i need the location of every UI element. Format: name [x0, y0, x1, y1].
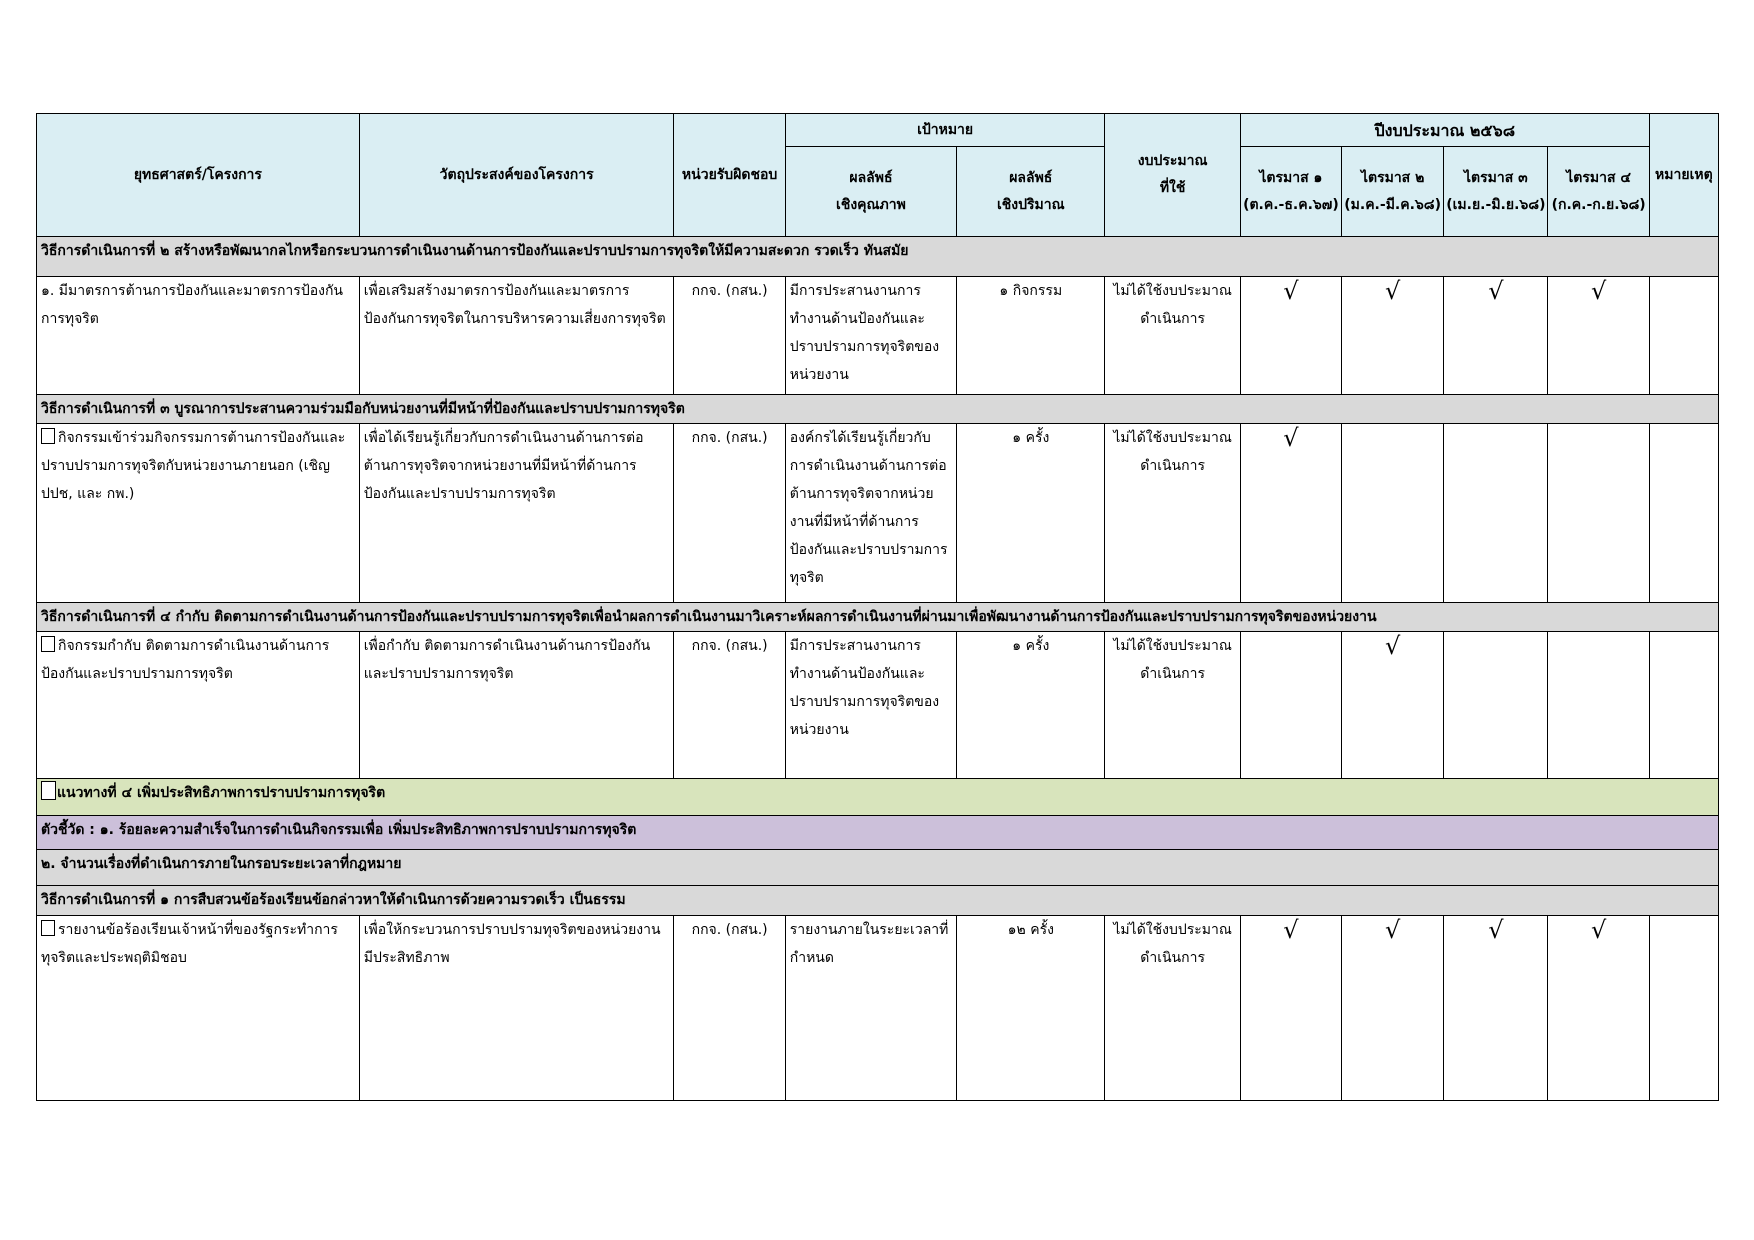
header-remark: หมายเหตุ [1649, 114, 1718, 237]
check-mark: √ [1240, 424, 1341, 603]
header-q4: ไตรมาส ๔ (ก.ค.-ก.ย.๖๘) [1548, 147, 1649, 237]
responsible-cell: กกจ. (กสน.) [674, 277, 785, 395]
check-mark: √ [1342, 632, 1444, 779]
check-mark: √ [1342, 277, 1444, 395]
check-mark: √ [1240, 277, 1341, 395]
check-mark: √ [1240, 916, 1341, 1101]
section-method-3: วิธีการดำเนินการที่ ๓ บูรณาการประสานความร่วมมือกับหน่วยงานที่มีหน้าที่ป้องกันและปราบปรามการทุจริต [37, 395, 1719, 424]
responsible-cell: กกจ. (กสน.) [674, 424, 785, 603]
empty-cell [1342, 424, 1444, 603]
quantity-cell: ๑ ครั้ง [957, 424, 1105, 603]
budget-cell: ไม่ได้ใช้งบประมาณดำเนินการ [1105, 916, 1240, 1101]
project-cell: กิจกรรมกำกับ ติดตามการดำเนินงานด้านการป้องกันและปราบปรามการทุจริต [37, 632, 360, 779]
quality-cell: องค์กรได้เรียนรู้เกี่ยวกับการดำเนินงานด้านการต่อต้านการทุจริตจากหน่วยงานที่มีหน้าที่ด้านการป้องกันและปราบปรามการทุจริต [785, 424, 956, 603]
empty-cell [1548, 424, 1649, 603]
objective-cell: เพื่อกำกับ ติดตามการดำเนินงานด้านการป้องกันและปราบปรามการทุจริต [359, 632, 674, 779]
check-mark: √ [1342, 916, 1444, 1101]
budget-cell: ไม่ได้ใช้งบประมาณดำเนินการ [1105, 277, 1240, 395]
action-plan-table [36, 113, 1719, 1101]
header-q3: ไตรมาส ๓ (เม.ย.-มิ.ย.๖๘) [1444, 147, 1548, 237]
header-q1: ไตรมาส ๑ (ต.ค.-ธ.ค.๖๗) [1240, 147, 1341, 237]
check-mark: √ [1548, 277, 1649, 395]
objective-cell: เพื่อให้กระบวนการปราบปรามทุจริตของหน่วยงานมีประสิทธิภาพ [359, 916, 674, 1101]
section-method-2: วิธีการดำเนินการที่ ๒ สร้างหรือพัฒนากลไกหรือกระบวนการดำเนินงานด้านการป้องกันและปราบปรามการทุจริตให้มีความสะดวก รวดเร็ว ทันสมัย [37, 237, 1719, 277]
header-quality: ผลลัพธ์ เชิงคุณภาพ [785, 147, 956, 237]
table-row [37, 632, 1719, 779]
check-mark: √ [1444, 916, 1548, 1101]
header-responsible: หน่วยรับผิดชอบ [674, 114, 785, 237]
header-target: เป้าหมาย [785, 114, 1105, 147]
quantity-cell: ๑ ครั้ง [957, 632, 1105, 779]
check-mark: √ [1548, 916, 1649, 1101]
responsible-cell: กกจ. (กสน.) [674, 916, 785, 1101]
quantity-cell: ๑๒ ครั้ง [957, 916, 1105, 1101]
table-row [37, 277, 1719, 395]
quantity-cell: ๑ กิจกรรม [957, 277, 1105, 395]
header-budget: งบประมาณ ที่ใช้ [1105, 114, 1240, 237]
project-cell: กิจกรรมเข้าร่วมกิจกรรมการต้านการป้องกันและปราบปรามการทุจริตกับหน่วยงานภายนอก (เชิญ ปปช, และ กพ.) [37, 424, 360, 603]
checkbox-icon [41, 920, 55, 936]
empty-cell [1444, 424, 1548, 603]
header-objective: วัตถุประสงค์ของโครงการ [359, 114, 674, 237]
objective-cell: เพื่อได้เรียนรู้เกี่ยวกับการดำเนินงานด้านการต่อต้านการทุจริตจากหน่วยงานที่มีหน้าที่ด้านการป้องกันและปราบปรามการทุจริต [359, 424, 674, 603]
section-method-4: วิธีการดำเนินการที่ ๔ กำกับ ติดตามการดำเนินงานด้านการป้องกันและปราบปรามการทุจริตเพื่อนำผลการดำเนินงานมาวิเคราะห์ผลการดำเนินงานที่ผ่านมาเพื่อพัฒนางานด้านการป้องกันและปราบปรามการทุจริตของหน่วยงาน [37, 603, 1719, 632]
budget-cell: ไม่ได้ใช้งบประมาณดำเนินการ [1105, 632, 1240, 779]
remark-cell [1649, 916, 1718, 1101]
budget-cell: ไม่ได้ใช้งบประมาณดำเนินการ [1105, 424, 1240, 603]
checkbox-icon [41, 428, 55, 444]
checkbox-icon [41, 781, 56, 800]
table-row [37, 424, 1719, 603]
remark-cell [1649, 632, 1718, 779]
check-mark: √ [1444, 277, 1548, 395]
header-strategy: ยุทธศาสตร์/โครงการ [37, 114, 360, 237]
table-row [37, 916, 1719, 1101]
checkbox-icon [41, 636, 55, 652]
section-guideline-4: แนวทางที่ ๔ เพิ่มประสิทธิภาพการปราบปรามการทุจริต [37, 779, 1719, 816]
empty-cell [1548, 632, 1649, 779]
remark-cell [1649, 424, 1718, 603]
quality-cell: มีการประสานงานการทำงานด้านป้องกันและปราบปรามการทุจริตของหน่วยงาน [785, 632, 956, 779]
objective-cell: เพื่อเสริมสร้างมาตรการป้องกันและมาตรการป้องกันการทุจริตในการบริหารความเสี่ยงการทุจริต [359, 277, 674, 395]
project-cell: รายงานข้อร้องเรียนเจ้าหน้าที่ของรัฐกระทำการทุจริตและประพฤติมิชอบ [37, 916, 360, 1101]
remark-cell [1649, 277, 1718, 395]
empty-cell [1444, 632, 1548, 779]
section-method-1: วิธีการดำเนินการที่ ๑ การสืบสวนข้อร้องเรียนข้อกล่าวหาให้ดำเนินการด้วยความรวดเร็ว เป็นธรรม [37, 886, 1719, 916]
responsible-cell: กกจ. (กสน.) [674, 632, 785, 779]
header-q2: ไตรมาส ๒ (ม.ค.-มี.ค.๖๘) [1342, 147, 1444, 237]
header-quantity: ผลลัพธ์ เชิงปริมาณ [957, 147, 1105, 237]
section-indicator-1: ตัวชี้วัด : ๑. ร้อยละความสำเร็จในการดำเนินกิจกรรมเพื่อ เพิ่มประสิทธิภาพการปราบปรามการทุจริต [37, 816, 1719, 850]
section-indicator-2: ๒. จำนวนเรื่องที่ดำเนินการภายในกรอบระยะเวลาที่กฎหมาย [37, 850, 1719, 886]
project-cell: ๑. มีมาตรการต้านการป้องกันและมาตรการป้องกันการทุจริต [37, 277, 360, 395]
empty-cell [1240, 632, 1341, 779]
quality-cell: รายงานภายในระยะเวลาที่กำหนด [785, 916, 956, 1101]
quality-cell: มีการประสานงานการทำงานด้านป้องกันและปราบปรามการทุจริตของหน่วยงาน [785, 277, 956, 395]
header-fiscal-year: ปีงบประมาณ ๒๕๖๘ [1240, 114, 1649, 147]
